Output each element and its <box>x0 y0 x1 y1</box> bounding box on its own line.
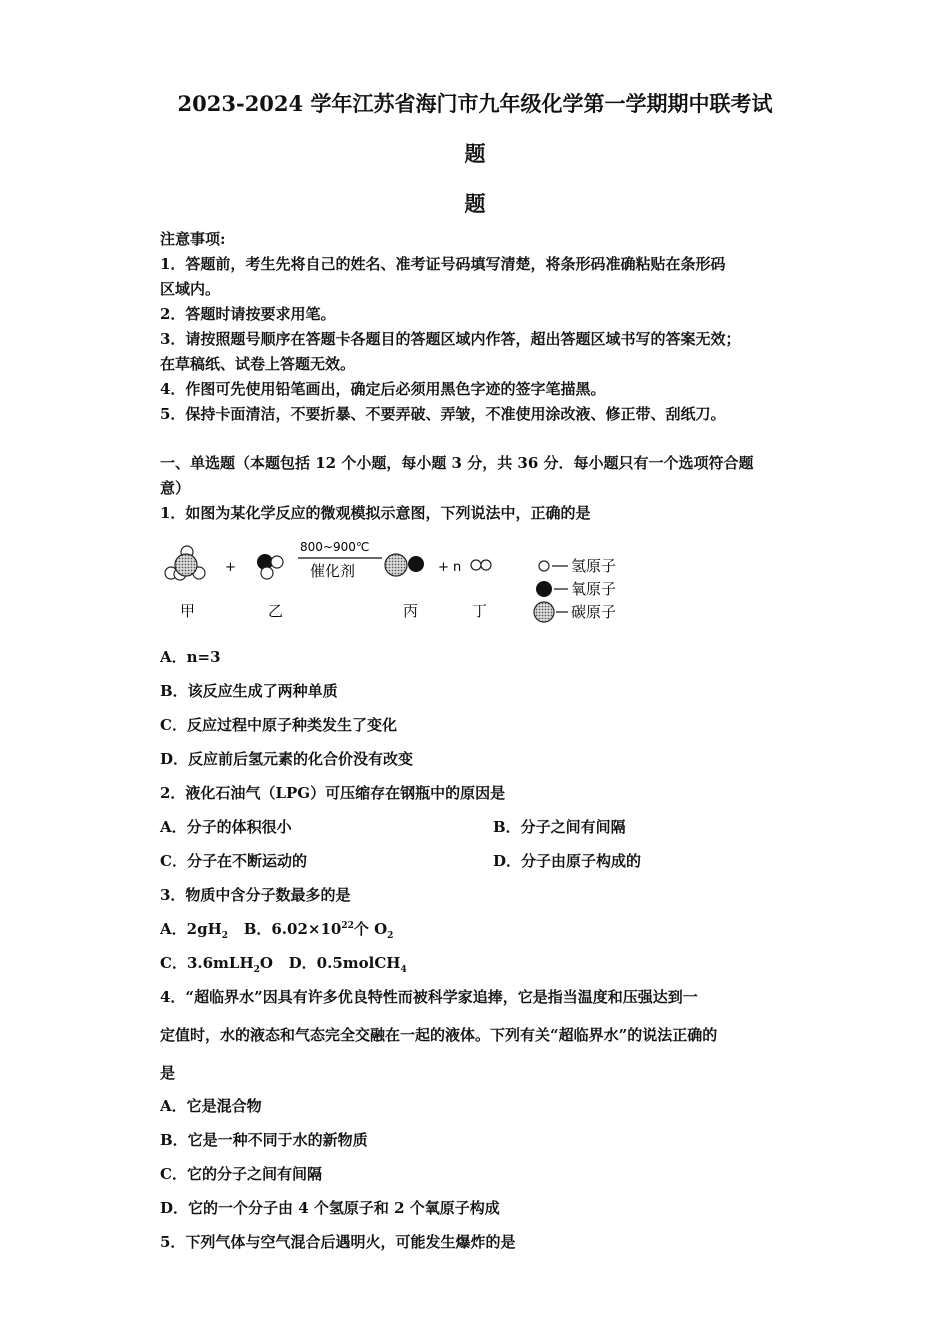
q2-option-d: D．分子由原子构成的 <box>493 852 642 870</box>
exam-title-line2: 题 <box>464 141 486 166</box>
label-bing: 丙 <box>403 602 419 620</box>
q1-option-c: C．反应过程中原子种类发生了变化 <box>160 716 397 734</box>
question-2-stem: 2．液化石油气（LPG）可压缩存在钢瓶中的原因是 <box>160 784 506 802</box>
molecule-ding <box>471 560 491 570</box>
q3-options-ab: A．$2gH_2$ B．$6.02\times 10^{22}$个 $O_2$ <box>160 920 394 941</box>
notice-item: 2．答题时请按要求用笔。 <box>160 305 336 323</box>
plus-sign: + <box>225 560 236 575</box>
label-yi: 乙 <box>268 602 284 620</box>
exam-title-line1: 2023-2024 学年江苏省海门市九年级化学第一学期期中联考试 <box>177 91 773 116</box>
q2-option-b: B．分子之间有间隔 <box>493 818 626 836</box>
notice-item: 在草稿纸、试卷上答题无效。 <box>160 355 356 373</box>
question-1-stem: 1．如图为某化学反应的微观模拟示意图，下列说法中，正确的是 <box>160 504 591 522</box>
q4-option-a: A．它是混合物 <box>160 1097 262 1115</box>
notice-item: 4．作图可先使用铅笔画出，确定后必须用黑色字迹的签字笔描黑。 <box>160 380 606 398</box>
n-coefficient: + n <box>438 560 462 575</box>
q2-option-c: C．分子在不断运动的 <box>160 852 307 870</box>
reaction-condition: 800~900℃ <box>300 540 370 554</box>
section-heading-cont: 意） <box>160 479 191 497</box>
q1-option-d: D．反应前后氢元素的化合价没有改变 <box>160 750 414 768</box>
notice-item: 5．保持卡面清洁，不要折暴、不要弄破、弄皱，不准使用涂改液、修正带、刮纸刀。 <box>160 405 726 423</box>
q1-option-b: B．该反应生成了两种单质 <box>160 682 338 700</box>
notice-item: 3．请按照题号顺序在答题卡各题目的答题区域内作答，超出答题区域书写的答案无效； <box>160 330 741 348</box>
label-jia: 甲 <box>180 602 196 620</box>
carbon-atom-icon <box>534 602 554 622</box>
question-4-stem-cont: 定值时，水的液态和气态完全交融在一起的液体。下列有关“超临界水”的说法正确的 <box>160 1026 718 1044</box>
q4-option-d: D．它的一个分子由 4 个氢原子和 2 个氧原子构成 <box>160 1199 500 1217</box>
catalyst-label: 催化剂 <box>310 562 356 580</box>
q1-option-a: A．n=3 <box>160 648 221 666</box>
atom-legend <box>534 557 616 622</box>
oxygen-atom-icon <box>536 581 552 597</box>
section-heading: 一、单选题（本题包括 12 个小题，每小题 3 分，共 36 分．每小题只有一个选项符合题 <box>160 454 754 472</box>
legend-oxygen: 氧原子 <box>571 580 617 598</box>
question-4-stem-end: 是 <box>160 1064 176 1082</box>
exam-title-line3: 题 <box>464 191 486 216</box>
notice-item: 区域内。 <box>160 280 221 298</box>
legend-carbon: 碳原子 <box>571 603 617 621</box>
molecule-yi <box>257 554 283 579</box>
notice-item: 1．答题前，考生先将自己的姓名、准考证号码填写清楚，将条形码准确粘贴在条形码 <box>160 255 726 273</box>
label-ding: 丁 <box>472 602 488 620</box>
notice-heading: 注意事项: <box>160 230 226 248</box>
q4-option-b: B．它是一种不同于水的新物质 <box>160 1131 368 1149</box>
q2-option-a: A．分子的体积很小 <box>160 818 292 836</box>
q3-options-cd: C．3.6mLH$_2$O D．0.5molCH$_4$ <box>160 954 407 975</box>
question-4-stem: 4．“超临界水”因具有许多优良特性而被科学家追捧，它是指当温度和压强达到一 <box>160 988 698 1006</box>
reaction-diagram <box>160 536 640 626</box>
question-3-stem: 3．物质中含分子数最多的是 <box>160 886 351 904</box>
legend-hydrogen: 氢原子 <box>571 557 617 575</box>
molecule-bing <box>385 554 424 576</box>
molecule-jia <box>165 546 205 580</box>
hydrogen-atom-icon <box>539 561 549 571</box>
q4-option-c: C．它的分子之间有间隔 <box>160 1165 322 1183</box>
question-5-stem: 5．下列气体与空气混合后遇明火，可能发生爆炸的是 <box>160 1233 516 1251</box>
